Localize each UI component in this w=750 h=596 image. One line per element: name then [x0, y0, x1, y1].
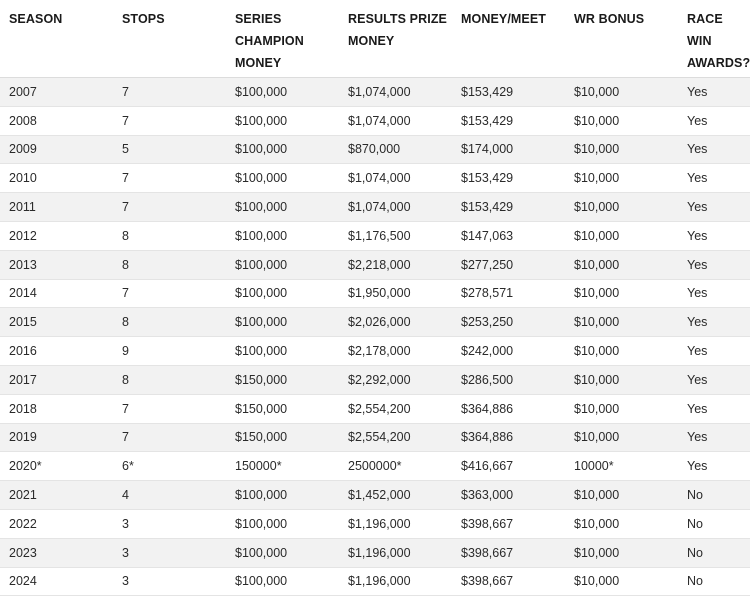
race-win-awards-cell: Yes	[678, 106, 750, 135]
season-cell: 2009	[0, 135, 113, 164]
results-prize-money-cell: $2,292,000	[339, 365, 452, 394]
money-per-meet-cell: $153,429	[452, 193, 565, 222]
wr-bonus-cell: $10,000	[565, 106, 678, 135]
wr-bonus-cell: $10,000	[565, 308, 678, 337]
series-champion-money-cell: $100,000	[226, 135, 339, 164]
table-row	[0, 106, 750, 135]
column-header-line: MONEY/MEET	[461, 12, 547, 26]
series-champion-money-cell: $100,000	[226, 78, 339, 107]
stops-cell: 8	[113, 250, 226, 279]
money-per-meet-cell: $286,500	[452, 365, 565, 394]
table-body	[0, 78, 750, 596]
column-header-line: STOPS	[122, 12, 165, 26]
series-champion-money-cell: 150000*	[226, 452, 339, 481]
wr-bonus-cell: $10,000	[565, 193, 678, 222]
season-cell: 2008	[0, 106, 113, 135]
money-per-meet-cell: $147,063	[452, 221, 565, 250]
season-cell: 2020*	[0, 452, 113, 481]
race-win-awards-cell: Yes	[678, 365, 750, 394]
wr-bonus-cell: $10,000	[565, 394, 678, 423]
money-per-meet-cell: $398,667	[452, 538, 565, 567]
money-per-meet-cell: $416,667	[452, 452, 565, 481]
column-header-line: SERIES CHAMPION	[235, 12, 304, 48]
series-champion-money-cell: $100,000	[226, 250, 339, 279]
results-prize-money-cell: $1,950,000	[339, 279, 452, 308]
series-champion-money-cell: $100,000	[226, 538, 339, 567]
series-champion-money-cell: $150,000	[226, 394, 339, 423]
table-row	[0, 78, 750, 107]
wr-bonus-cell: $10,000	[565, 337, 678, 366]
race-win-awards-cell: Yes	[678, 221, 750, 250]
column-header-line: WR BONUS	[574, 12, 645, 26]
table-row	[0, 135, 750, 164]
results-prize-money-cell: $1,074,000	[339, 106, 452, 135]
series-champion-money-cell: $100,000	[226, 509, 339, 538]
results-prize-money-cell: $2,218,000	[339, 250, 452, 279]
stops-cell: 7	[113, 164, 226, 193]
column-header-line: AWARDS?	[687, 56, 750, 70]
stops-cell: 8	[113, 308, 226, 337]
stops-cell: 8	[113, 221, 226, 250]
column-header-series-champion-money	[226, 0, 339, 78]
stops-cell: 7	[113, 78, 226, 107]
stops-cell: 4	[113, 481, 226, 510]
results-prize-money-cell: $1,074,000	[339, 164, 452, 193]
column-header-money-per-meet	[452, 0, 565, 78]
table-row	[0, 538, 750, 567]
money-per-meet-cell: $277,250	[452, 250, 565, 279]
wr-bonus-cell: $10,000	[565, 538, 678, 567]
race-win-awards-cell: Yes	[678, 250, 750, 279]
stops-cell: 8	[113, 365, 226, 394]
stops-cell: 7	[113, 394, 226, 423]
season-cell: 2010	[0, 164, 113, 193]
race-win-awards-cell: Yes	[678, 337, 750, 366]
column-header-line: SEASON	[9, 12, 63, 26]
wr-bonus-cell: 10000*	[565, 452, 678, 481]
wr-bonus-cell: $10,000	[565, 567, 678, 596]
money-per-meet-cell: $174,000	[452, 135, 565, 164]
race-win-awards-cell: Yes	[678, 78, 750, 107]
column-header-wr-bonus	[565, 0, 678, 78]
results-prize-money-cell: $1,196,000	[339, 538, 452, 567]
money-per-meet-cell: $278,571	[452, 279, 565, 308]
table-row	[0, 279, 750, 308]
season-cell: 2016	[0, 337, 113, 366]
money-per-meet-cell: $364,886	[452, 423, 565, 452]
stops-cell: 6*	[113, 452, 226, 481]
table-row	[0, 193, 750, 222]
results-prize-money-cell: $870,000	[339, 135, 452, 164]
stops-cell: 9	[113, 337, 226, 366]
season-cell: 2017	[0, 365, 113, 394]
column-header-line: RACE WIN	[687, 12, 723, 48]
results-prize-money-cell: $1,176,500	[339, 221, 452, 250]
money-per-meet-cell: $398,667	[452, 567, 565, 596]
column-header-race-win-awards	[678, 0, 750, 78]
column-header-stops	[113, 0, 226, 78]
season-cell: 2014	[0, 279, 113, 308]
race-win-awards-cell: Yes	[678, 164, 750, 193]
race-win-awards-cell: No	[678, 567, 750, 596]
race-win-awards-cell: Yes	[678, 135, 750, 164]
season-cell: 2013	[0, 250, 113, 279]
season-cell: 2012	[0, 221, 113, 250]
stops-cell: 7	[113, 423, 226, 452]
table-row	[0, 308, 750, 337]
results-prize-money-cell: $1,196,000	[339, 567, 452, 596]
results-prize-money-cell: $2,554,200	[339, 423, 452, 452]
series-champion-money-cell: $150,000	[226, 423, 339, 452]
table-row	[0, 481, 750, 510]
results-prize-money-cell: $1,074,000	[339, 193, 452, 222]
wr-bonus-cell: $10,000	[565, 250, 678, 279]
series-champion-money-cell: $100,000	[226, 221, 339, 250]
race-win-awards-cell: Yes	[678, 279, 750, 308]
wr-bonus-cell: $10,000	[565, 78, 678, 107]
table-row	[0, 221, 750, 250]
stops-cell: 3	[113, 538, 226, 567]
money-per-meet-cell: $398,667	[452, 509, 565, 538]
stops-cell: 7	[113, 106, 226, 135]
series-champion-money-cell: $100,000	[226, 164, 339, 193]
column-header-results-prize-money	[339, 0, 452, 78]
race-win-awards-cell: Yes	[678, 394, 750, 423]
results-prize-money-cell: $1,196,000	[339, 509, 452, 538]
results-prize-money-cell: $1,452,000	[339, 481, 452, 510]
money-per-meet-cell: $364,886	[452, 394, 565, 423]
season-cell: 2022	[0, 509, 113, 538]
money-per-meet-cell: $153,429	[452, 78, 565, 107]
results-prize-money-cell: $2,178,000	[339, 337, 452, 366]
results-prize-money-cell: 2500000*	[339, 452, 452, 481]
season-cell: 2021	[0, 481, 113, 510]
table-header	[0, 0, 750, 78]
wr-bonus-cell: $10,000	[565, 135, 678, 164]
header-row	[0, 0, 750, 78]
column-header-line: MONEY	[235, 56, 282, 70]
wr-bonus-cell: $10,000	[565, 164, 678, 193]
column-header-line: MONEY	[348, 34, 395, 48]
table-row	[0, 423, 750, 452]
race-win-awards-cell: No	[678, 538, 750, 567]
season-cell: 2007	[0, 78, 113, 107]
table-row	[0, 365, 750, 394]
series-champion-money-cell: $100,000	[226, 279, 339, 308]
table-row	[0, 394, 750, 423]
stops-cell: 5	[113, 135, 226, 164]
series-champion-money-cell: $100,000	[226, 193, 339, 222]
results-prize-money-cell: $1,074,000	[339, 78, 452, 107]
season-cell: 2011	[0, 193, 113, 222]
race-win-awards-cell: Yes	[678, 308, 750, 337]
money-per-meet-cell: $363,000	[452, 481, 565, 510]
money-per-meet-cell: $153,429	[452, 106, 565, 135]
race-win-awards-cell: Yes	[678, 193, 750, 222]
stops-cell: 3	[113, 509, 226, 538]
table-row	[0, 250, 750, 279]
money-per-meet-cell: $242,000	[452, 337, 565, 366]
column-header-line: RESULTS PRIZE	[348, 12, 447, 26]
race-win-awards-cell: Yes	[678, 423, 750, 452]
series-champion-money-cell: $150,000	[226, 365, 339, 394]
column-header-season	[0, 0, 113, 78]
wr-bonus-cell: $10,000	[565, 279, 678, 308]
race-win-awards-cell: No	[678, 481, 750, 510]
wr-bonus-cell: $10,000	[565, 509, 678, 538]
season-cell: 2023	[0, 538, 113, 567]
table-row	[0, 452, 750, 481]
season-cell: 2024	[0, 567, 113, 596]
season-cell: 2015	[0, 308, 113, 337]
wr-bonus-cell: $10,000	[565, 481, 678, 510]
wr-bonus-cell: $10,000	[565, 365, 678, 394]
season-cell: 2019	[0, 423, 113, 452]
table-row	[0, 567, 750, 596]
table-row	[0, 509, 750, 538]
stops-cell: 3	[113, 567, 226, 596]
race-win-awards-cell: No	[678, 509, 750, 538]
results-prize-money-cell: $2,026,000	[339, 308, 452, 337]
series-champion-money-cell: $100,000	[226, 308, 339, 337]
stops-cell: 7	[113, 193, 226, 222]
series-champion-money-cell: $100,000	[226, 481, 339, 510]
money-per-meet-cell: $153,429	[452, 164, 565, 193]
results-prize-money-cell: $2,554,200	[339, 394, 452, 423]
series-champion-money-cell: $100,000	[226, 567, 339, 596]
stops-cell: 7	[113, 279, 226, 308]
table-row	[0, 337, 750, 366]
series-champion-money-cell: $100,000	[226, 337, 339, 366]
money-per-meet-cell: $253,250	[452, 308, 565, 337]
series-champion-money-cell: $100,000	[226, 106, 339, 135]
season-cell: 2018	[0, 394, 113, 423]
wr-bonus-cell: $10,000	[565, 423, 678, 452]
race-win-awards-cell: Yes	[678, 452, 750, 481]
wr-bonus-cell: $10,000	[565, 221, 678, 250]
table-row	[0, 164, 750, 193]
